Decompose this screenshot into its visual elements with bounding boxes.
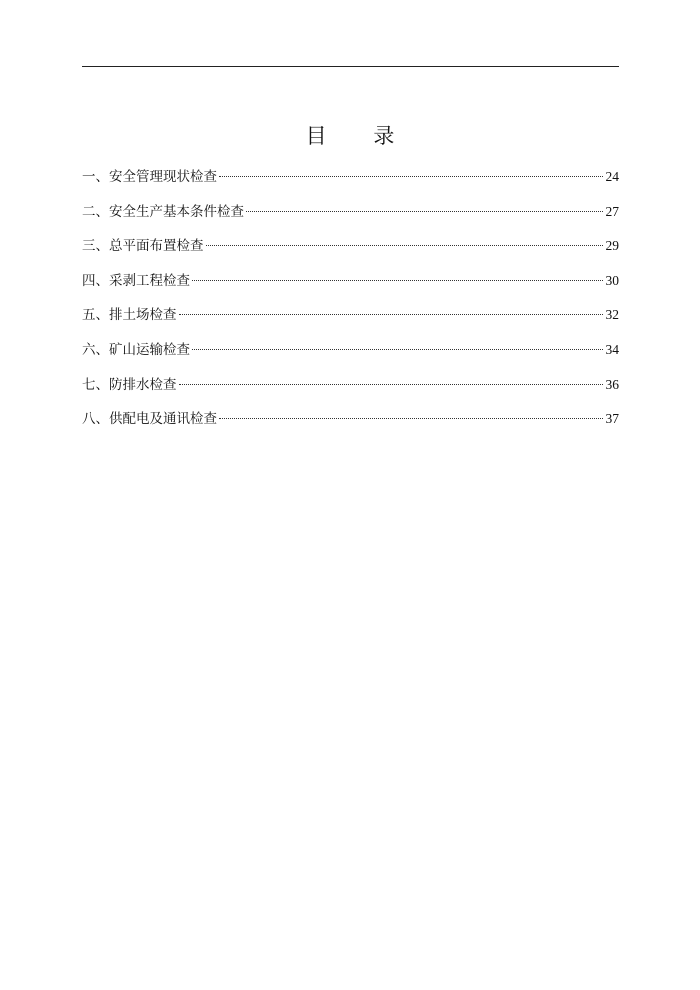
toc-page-number: 37 [605, 411, 619, 427]
toc-page-number: 27 [605, 203, 619, 219]
toc-entry[interactable] [82, 408, 619, 443]
toc-page-number: 29 [605, 238, 619, 254]
toc-dot-leader [179, 384, 603, 385]
toc-dot-leader [246, 211, 603, 212]
page-title: 目 录 [305, 124, 415, 148]
toc-page-number: 34 [605, 341, 619, 357]
toc-dot-leader [206, 245, 603, 246]
toc-entry-label: 一、安全管理现状检查 [82, 169, 217, 185]
toc-entry-label: 五、排土场检查 [82, 307, 177, 324]
toc-entry[interactable] [82, 166, 619, 201]
toc-entry-label: 三、总平面布置检查 [82, 238, 204, 255]
toc-entry-label: 七、防排水检查 [82, 376, 177, 393]
toc-dot-leader [179, 314, 603, 315]
toc-entry-label: 六、矿山运输检查 [82, 341, 190, 358]
toc-entry[interactable] [82, 270, 619, 305]
toc-entry[interactable] [82, 235, 619, 270]
toc-page-number: 32 [605, 307, 619, 323]
toc-entry[interactable] [82, 339, 619, 374]
header-rule [82, 66, 619, 67]
toc-page-number: 30 [605, 272, 619, 288]
toc-page-number: 36 [605, 376, 619, 392]
toc-entry[interactable] [82, 304, 619, 339]
toc-dot-leader [192, 349, 603, 350]
toc-dot-leader [192, 280, 603, 281]
toc-entry-label: 八、供配电及通讯检查 [82, 411, 217, 428]
toc-dot-leader [219, 176, 603, 177]
toc-dot-leader [219, 418, 603, 419]
toc-page-number: 24 [605, 169, 619, 184]
toc-entry-label: 二、安全生产基本条件检查 [82, 203, 244, 220]
toc-entry[interactable] [82, 374, 619, 409]
toc-entry[interactable] [82, 201, 619, 236]
table-of-contents [82, 166, 619, 443]
toc-entry-label: 四、采剥工程检查 [82, 272, 190, 289]
